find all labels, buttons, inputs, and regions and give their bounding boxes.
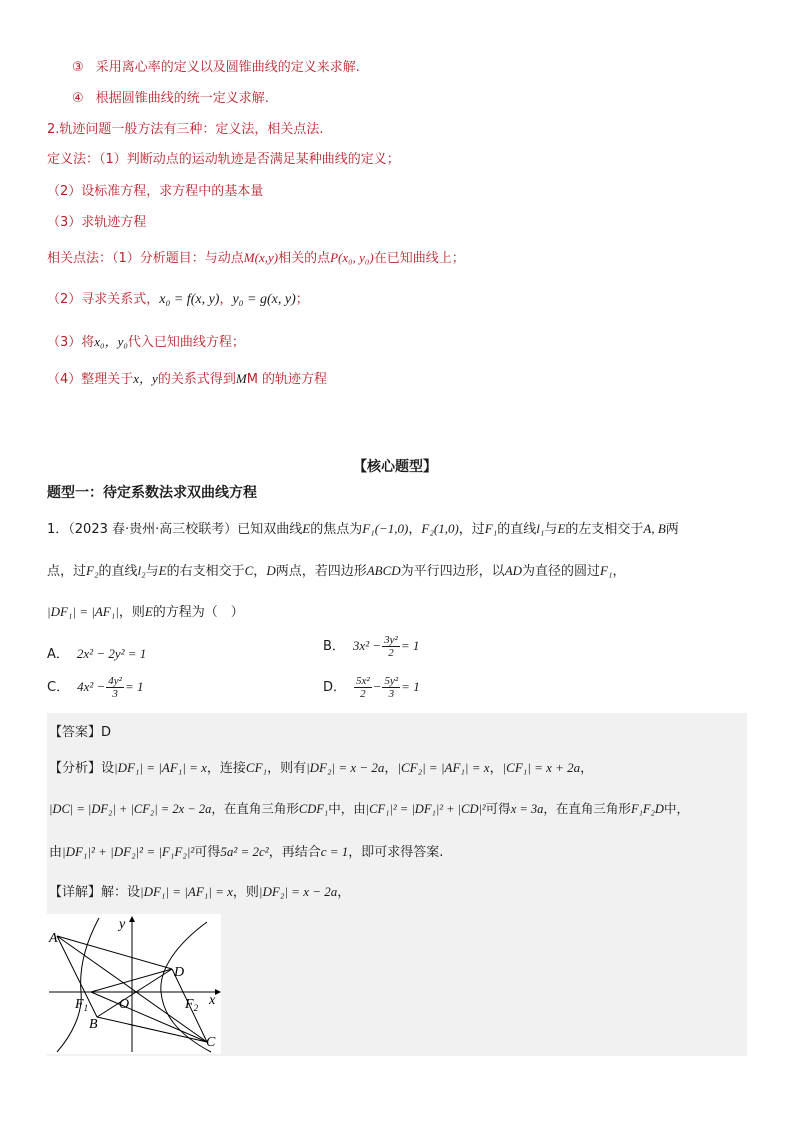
- step4-prefix: （4）整理关于: [47, 372, 134, 387]
- option-D-mid: −: [372, 679, 382, 694]
- p2-a: 点，过: [47, 564, 87, 579]
- definition-method-step2: （2）设标准方程，求方程中的基本量: [47, 184, 264, 199]
- circled-number-3: ③: [72, 60, 84, 75]
- a3-a: 由: [49, 845, 63, 860]
- a1-c: ，则有: [267, 761, 307, 776]
- a2-eq3: x = 3a: [510, 802, 544, 816]
- step4-mid: 的关系式得到: [157, 372, 236, 387]
- option-B-pre: 3x² −: [352, 638, 382, 653]
- a2-eq1: |DC| = |DF₂| + |CF₂| = 2x − 2a: [49, 802, 212, 816]
- p1-c: ，: [408, 522, 422, 537]
- math-F2: F₂(1,0): [421, 521, 459, 536]
- p3-a: ，则: [118, 605, 145, 620]
- label-A: A: [49, 931, 58, 946]
- hyperbola-figure: [47, 914, 221, 1054]
- analysis-line-1: [49, 757, 593, 776]
- option-B-fraction: [382, 634, 400, 659]
- a1-b: ，连接: [206, 761, 246, 776]
- a2-d: ，在直角三角形: [543, 801, 631, 816]
- option-B-num: 3y²: [384, 634, 398, 646]
- a3-eq1: |DF₁|² + |DF₂|² = |F₁F₂|²: [62, 844, 195, 859]
- math-E: E: [302, 521, 311, 536]
- trajectory-intro: 2.轨迹问题一般方法有三种：定义法，相关点法.: [47, 122, 324, 137]
- answer-line: 【答案】D: [49, 725, 112, 740]
- math-x-y: x，y: [133, 371, 158, 386]
- p3-b: 的方程为（ ）: [152, 605, 244, 620]
- step4-suffix: M 的轨迹方程: [246, 372, 328, 387]
- p2-e: ，: [253, 564, 267, 579]
- a3-d: ，即可求得答案.: [348, 845, 444, 860]
- label-C: C: [206, 1035, 216, 1050]
- option-B-post: = 1: [400, 638, 420, 653]
- option-C-num: 4y²: [108, 675, 122, 687]
- option-D-label: D．: [323, 680, 347, 695]
- math-l1: l₁: [536, 521, 545, 536]
- problem-line-2: [47, 560, 626, 579]
- math-E3: E: [158, 563, 167, 578]
- math-F1b: F₁: [484, 521, 498, 536]
- option-D-den1: 2: [360, 688, 366, 700]
- option-B-label: B．: [323, 639, 345, 654]
- math-F1c: F₁: [600, 563, 613, 578]
- method-item-4-text: 根据圆锥曲线的统一定义求解.: [95, 91, 269, 106]
- a1-d: ，: [384, 761, 398, 776]
- a3-eq2: 5a² = 2c²: [220, 844, 269, 859]
- a2-b: 中，由: [328, 801, 366, 816]
- related-suffix: 在已知曲线上；: [373, 251, 465, 266]
- d-eq2: |DF₂| = x − 2a: [258, 884, 338, 899]
- problem-line-1: [47, 518, 679, 537]
- math-l2: l₂: [137, 563, 146, 578]
- related-mid: 相关的点: [278, 251, 331, 266]
- a2-c: 可得: [485, 801, 511, 816]
- p1-f: 与: [544, 522, 558, 537]
- option-A-label: A．: [47, 647, 69, 662]
- label-D: D: [174, 965, 185, 980]
- p1-h: 两: [665, 522, 679, 537]
- a1-e: ，: [489, 761, 503, 776]
- a2-tri2: F₁F₂D: [630, 802, 664, 816]
- p1-d: ，过: [458, 522, 485, 537]
- p2-b: 的直线: [98, 564, 138, 579]
- option-C[interactable]: [47, 675, 144, 700]
- a1-CF: CF₁: [245, 760, 268, 775]
- option-D-den2: 3: [388, 688, 395, 700]
- option-C-den: 3: [112, 688, 118, 700]
- a1-eq1: |DF₁| = |AF₁| = x: [114, 760, 207, 775]
- option-D[interactable]: [323, 675, 420, 700]
- type1-heading: 题型一：待定系数法求双曲线方程: [47, 485, 257, 501]
- math-DF1-AF1: |DF₁| = |AF₁|: [47, 604, 119, 619]
- option-B[interactable]: [323, 634, 419, 659]
- label-B: B: [89, 1017, 98, 1032]
- analysis-line-3: [49, 841, 443, 860]
- definition-method-step1: 定义法：（1）判断动点的运动轨迹是否满足某种曲线的定义；: [47, 152, 400, 167]
- step3-prefix: （3）将: [47, 335, 95, 350]
- math-AB: A, B: [643, 521, 666, 536]
- a2-a: ，在直角三角形: [211, 801, 299, 816]
- option-C-label: C．: [47, 680, 70, 695]
- step3-suffix: 代入已知曲线方程；: [127, 335, 245, 350]
- option-D-fraction-1: [354, 675, 372, 700]
- option-C-fraction: [106, 675, 124, 700]
- p1-b: 的焦点为: [310, 522, 363, 537]
- p2-d: 的右支相交于: [166, 564, 245, 579]
- label-y: y: [119, 917, 126, 932]
- math-point-P: P(x₀, y₀): [330, 250, 374, 265]
- option-D-num1: 5x²: [356, 675, 370, 687]
- analysis-line-2: [49, 799, 689, 817]
- math-M: M: [235, 371, 247, 386]
- option-C-pre: 4x² −: [77, 679, 106, 694]
- math-D: D: [266, 563, 276, 578]
- a3-c: ，再结合: [268, 845, 321, 860]
- related-point-step1: [47, 247, 465, 266]
- option-B-den: 2: [388, 647, 394, 659]
- a2-eq2: |CF₁|² = |DF₁|² + |CD|²: [365, 802, 486, 816]
- math-E4: E: [144, 604, 153, 619]
- definition-method-step3: （3）求轨迹方程: [47, 215, 147, 230]
- d-b: ，则: [232, 885, 259, 900]
- related-point-step4: [47, 368, 327, 387]
- label-O: O: [119, 997, 130, 1012]
- p2-i: ，: [612, 564, 626, 579]
- related-prefix: 相关点法：（1）分析题目：与动点: [47, 251, 244, 266]
- math-AD: AD: [504, 563, 523, 578]
- a1-eq3: |CF₂| = |AF₁| = x: [397, 760, 490, 775]
- option-A[interactable]: [47, 643, 146, 662]
- label-F1: $F_1$: [75, 997, 89, 1013]
- math-x0-y0: x₀，y₀: [94, 334, 128, 349]
- a3-b: 可得: [194, 845, 221, 860]
- option-C-post: = 1: [124, 679, 144, 694]
- a2-e: 中，: [663, 801, 689, 816]
- detail-label: 【详解】: [49, 885, 102, 900]
- core-types-title: 【核心题型】: [353, 459, 437, 475]
- p1-g: 的左支相交于: [565, 522, 644, 537]
- step2-end: ；: [295, 292, 309, 307]
- related-point-step3: [47, 331, 245, 350]
- p1-e: 的直线: [497, 522, 537, 537]
- a1-a: 设: [101, 761, 115, 776]
- related-point-step2: [47, 288, 309, 308]
- p2-h: 为直径的圆过: [522, 564, 601, 579]
- math-F2b: F₂: [86, 563, 99, 578]
- a1-eq2: |DF₂| = x − 2a: [306, 760, 385, 775]
- option-A-equation: 2x² − 2y² = 1: [76, 646, 147, 661]
- method-item-3-text: 采用离心率的定义以及圆锥曲线的定义来求解.: [95, 60, 360, 75]
- a1-f: ，: [580, 761, 594, 776]
- math-C: C: [244, 563, 254, 578]
- detail-line: [49, 881, 350, 900]
- step2-prefix: （2）寻求关系式，: [47, 292, 160, 307]
- d-eq1: |DF₁| = |AF₁| = x: [140, 884, 233, 899]
- math-point-M: M(x,y): [243, 250, 279, 265]
- p2-c: 与: [145, 564, 159, 579]
- label-x: x: [209, 993, 216, 1008]
- math-F1: F₁(−1,0): [362, 521, 409, 536]
- method-item-3: [72, 56, 360, 75]
- label-F2: $F_2$: [185, 997, 199, 1013]
- d-a: 解：设: [101, 885, 141, 900]
- analysis-label: 【分析】: [49, 761, 102, 776]
- option-D-num2: 5y²: [384, 675, 399, 687]
- circled-number-4: ④: [72, 91, 84, 106]
- p2-f: 两点，若四边形: [275, 564, 367, 579]
- a2-tri: CDF₁: [298, 802, 329, 816]
- problem-line-3: [47, 601, 244, 620]
- p1-a: 1．（2023 春·贵州·高三校联考）已知双曲线: [47, 522, 303, 537]
- math-y0-eq: y₀ = g(x, y): [232, 292, 296, 307]
- method-item-4: [72, 87, 269, 106]
- a3-eq3: c = 1: [320, 844, 349, 859]
- option-D-post: = 1: [401, 679, 420, 694]
- option-D-fraction-2: [382, 675, 400, 700]
- p2-g: 为平行四边形，以: [400, 564, 505, 579]
- step2-sep: ，: [219, 292, 233, 307]
- d-c: ，: [337, 885, 351, 900]
- math-ABCD: ABCD: [366, 563, 401, 578]
- math-E2: E: [557, 521, 566, 536]
- a1-eq4: |CF₁| = x + 2a: [502, 760, 581, 775]
- math-x0-eq: x₀ = f(x, y): [159, 292, 220, 307]
